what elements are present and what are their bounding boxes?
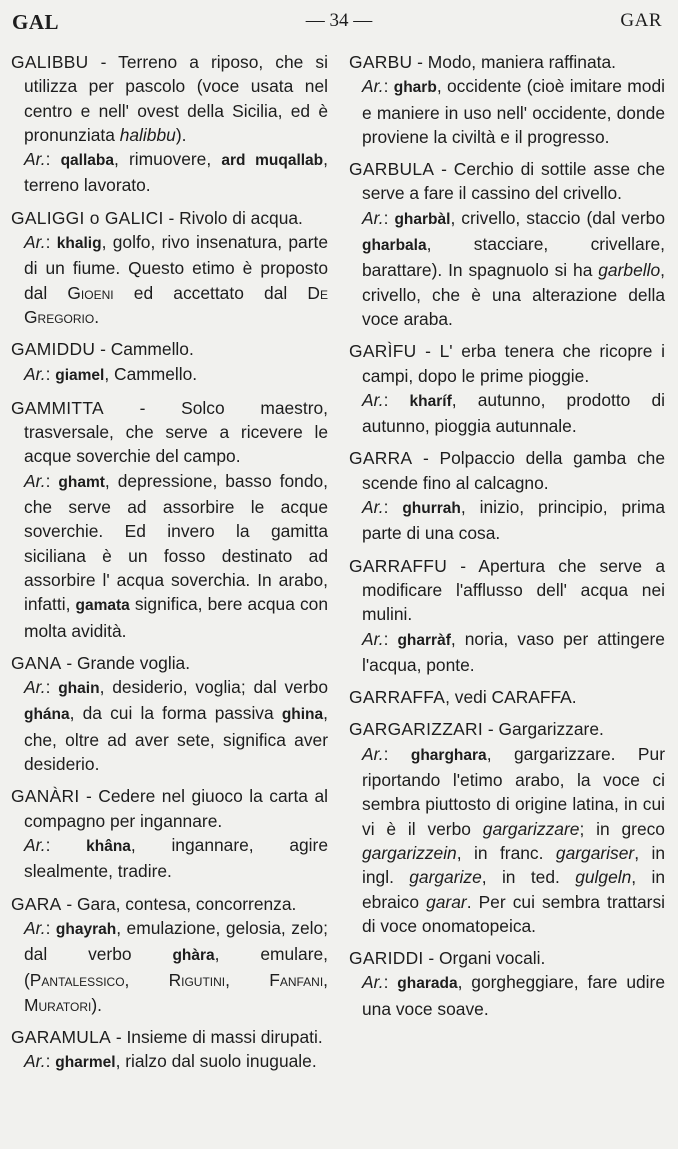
arabic-etymology: Ar.: giamel, Cammello. <box>24 363 198 384</box>
arabic-etymology: Ar.: kharíf, autunno, prodotto di autunno, pioggia autunnale. <box>362 389 665 437</box>
arabic-term: ghurrah <box>402 500 461 518</box>
entry-gariddi <box>349 946 665 1021</box>
etymology-text: , desiderio, voglia; dal verbo <box>99 677 328 698</box>
etymology-text: , crivello, che è una alterazione della voce araba. <box>362 260 665 329</box>
entry-ganari <box>11 784 328 883</box>
etymology-text: , golfo, rivo insenatura, parte di un fiume. Questo etimo è proposto dal <box>24 232 329 303</box>
left-column <box>11 50 328 1076</box>
arabic-etymology: Ar.: khâna, ingannare, agire slealmente, tradire. <box>24 834 328 882</box>
headword: GARRA <box>349 448 413 469</box>
headword: GANÀRI <box>11 786 80 807</box>
etymology-text: . Per cui sembra trattarsi di voce onomatopeica. <box>362 891 665 936</box>
italic-term: halibbu <box>119 124 176 145</box>
definition: - L' erba tenera che ricopre i campi, dopo le prime pioggie. <box>362 341 665 386</box>
arabic-etymology: Ar.: ghamt, depressione, basso fondo, che serve ad assorbire le acque soverchie. Ed invero la gamitta siciliana è un fosso destinato ad assorbire l' acqua soverchia. In arabo, infatti, gamata significa, bere acqua con molta avidità. <box>24 470 328 641</box>
arabic-term: gamata <box>75 597 130 615</box>
definition: - Cedere nel giuoco la carta al compagno per ingannare. <box>24 786 328 831</box>
entry-garra <box>349 446 665 545</box>
entry-gammitta <box>11 396 328 643</box>
definition: - Cerchio di sottile asse che serve a fare il cassino del crivello. <box>362 159 665 204</box>
ar-label: Ar. <box>362 628 384 649</box>
etymology-text: , occidente (cioè imitare modi e maniere in uso nell' occidente, donde proviene la civiltà e il progresso. <box>362 76 665 147</box>
etymology-text: , emulazione, gelosia, zelo; dal verbo <box>24 917 328 965</box>
etymology-text: . <box>94 306 100 327</box>
headword: GARGARIZZARI <box>349 719 484 740</box>
definition: - Gara, contesa, concorrenza. <box>61 893 297 914</box>
etymology-text: , in ingl. <box>362 842 666 888</box>
entry-garraffa <box>349 685 665 709</box>
ar-label: Ar. <box>362 76 384 97</box>
ar-label: Ar. <box>24 677 46 698</box>
entry-gana <box>11 651 328 776</box>
headword: GANA <box>11 652 62 673</box>
italic-term: gargarizzein <box>362 842 457 863</box>
ar-label: Ar. <box>24 232 46 253</box>
arabic-term: kharíf <box>409 392 452 410</box>
headword: GARIDDI <box>349 948 424 969</box>
arabic-term: gharbala <box>362 237 427 255</box>
headword: GAMMITTA <box>11 397 104 418</box>
etymology-text: , terreno lavorato. <box>24 149 328 196</box>
headword: GARRAFFA <box>349 687 446 708</box>
headword: GARAMULA <box>11 1026 112 1047</box>
etymology-text: , inizio, principio, prima parte di una cosa. <box>362 497 665 544</box>
etymology-text: ed accettato dal <box>113 282 308 303</box>
arabic-term: gharada <box>397 975 458 993</box>
arabic-term: ghain <box>58 680 100 698</box>
etymology-text: , in ted. <box>481 867 576 888</box>
arabic-term: ghamt <box>58 473 105 491</box>
headword: GAMIDDU <box>11 339 96 360</box>
arabic-etymology: Ar.: gharràf, noria, vaso per attingere l'acqua, ponte. <box>362 628 665 675</box>
headword: GALIBBU <box>11 52 89 72</box>
italic-term: garar <box>426 891 467 912</box>
arabic-etymology: Ar.: gharmel, rialzo dal suolo inuguale. <box>24 1051 317 1072</box>
arabic-term: ghána <box>24 706 70 724</box>
definition: - Modo, maniera raffinata. <box>412 52 616 72</box>
italic-term: gargariser <box>555 842 635 863</box>
etymology-text: , in ebraico <box>362 867 665 912</box>
italic-term: garbello <box>598 260 661 281</box>
author-name: De Gregorio <box>24 282 328 327</box>
etymology-text: , in franc. <box>456 842 556 863</box>
arabic-etymology: Ar.: gharbàl, crivello, staccio (dal verbo gharbala, stacciare, crivellare, barattare). In spagnuolo si ha garbello, crivello, che è una alterazione della voce araba. <box>362 207 665 329</box>
ar-label: Ar. <box>24 1051 46 1072</box>
arabic-term: khalig <box>56 235 102 253</box>
etymology-text: ; in greco <box>579 818 665 839</box>
definition: - Apertura che serve a modificare l'afflusso dell' acqua nei mulini. <box>362 555 665 625</box>
arabic-term: ard muqallab <box>221 152 324 170</box>
arabic-term: ghayrah <box>55 920 117 938</box>
etymology-text: , ingannare, agire slealmente, tradire. <box>24 834 328 882</box>
arabic-term: gharbàl <box>394 210 451 228</box>
ar-label: Ar. <box>362 497 384 518</box>
entry-galibbu <box>11 50 328 198</box>
entry-gamiddu <box>11 337 328 388</box>
ar-label: Ar. <box>362 207 384 228</box>
etymology-text: , stacciare, crivellare, barattare). In spagnuolo si ha <box>362 234 665 281</box>
arabic-etymology: Ar.: khalig, golfo, rivo insenatura, parte di un fiume. Questo etimo è proposto dal Gioeni ed accettato dal De Gregorio. <box>24 232 329 327</box>
etymology-text: , crivello, staccio (dal verbo <box>450 207 665 228</box>
entry-gargarizzari <box>349 717 665 938</box>
arabic-term: giamel <box>55 366 105 384</box>
definition: - Insieme di massi dirupati. <box>111 1026 323 1047</box>
headword: GARBU <box>349 52 413 72</box>
etymology-text: , gorgheggiare, fare udire una voce soave. <box>362 972 665 1019</box>
definition: - Rivolo di acqua. <box>163 207 303 228</box>
etymology-text: significa, bere acqua con molta avidità. <box>24 594 328 641</box>
definition: - Polpaccio della gamba che scende fino al calcagno. <box>362 448 665 493</box>
italic-term: gargarizzare <box>482 818 580 839</box>
etymology-text: , che, oltre ad aver sete, significa aver desiderio. <box>24 703 328 775</box>
headword: GARRAFFU <box>349 555 448 576</box>
etymology-text: , autunno, prodotto di autunno, pioggia autunnale. <box>362 389 665 437</box>
etymology-text: , rimuovere, <box>114 149 222 170</box>
headword: GARÌFU <box>349 341 417 362</box>
arabic-term: khâna <box>86 837 131 855</box>
definition: - Organi vocali. <box>423 948 546 969</box>
definition: - Terreno a riposo, che si utilizza per pascolo (voce usata nel centro e nell' ovest della Sicilia, ed è pronunziata <box>24 52 328 145</box>
arabic-etymology: Ar.: ghain, desiderio, voglia; dal verbo ghána, da cui la forma passiva ghina, che, oltre ad aver sete, significa aver desiderio. <box>24 677 328 775</box>
entry-garbula <box>349 157 665 331</box>
entry-garamula <box>11 1025 328 1076</box>
cross-reference: , vedi CARAFFA. <box>445 687 577 708</box>
arabic-term: gharmel <box>55 1054 116 1072</box>
etymology-text: , gargarizzare. Pur riportando l'etimo arabo, la voce ci sembra piuttosto di origine latina, in cui vi è il verbo <box>362 743 665 839</box>
headword: GALIGGI o GALICI <box>11 207 164 228</box>
page-header <box>0 6 678 34</box>
arabic-term: gharb <box>393 79 437 97</box>
etymology-text: , Cammello. <box>104 363 198 384</box>
arabic-etymology: Ar.: gharb, occidente (cioè imitare modi e maniere in uso nell' occidente, donde proviene la civiltà e il progresso. <box>362 76 665 147</box>
entry-galiggi <box>11 206 328 329</box>
ar-label: Ar. <box>24 363 46 384</box>
entry-garraffu <box>349 554 665 677</box>
author-names: Pantalessico, Rigutini, Fanfani, Muratori <box>24 970 328 1015</box>
arabic-etymology: Ar.: gharada, gorgheggiare, fare udire una voce soave. <box>362 972 665 1019</box>
ar-label: Ar. <box>24 149 46 170</box>
author-name: Gioeni <box>67 282 114 303</box>
arabic-term: ghina <box>281 706 324 724</box>
etymology-text: , depressione, basso fondo, che serve ad assorbire le acque soverchie. Ed invero la gamitta siciliana è un fosso destinato ad assorbire l' acqua soverchia. In arabo, infatti, <box>24 470 328 615</box>
etymology-text: , noria, vaso per attingere l'acqua, ponte. <box>362 628 665 675</box>
ar-label: Ar. <box>362 389 384 410</box>
arabic-etymology: Ar.: qallaba, rimuovere, ard muqallab, terreno lavorato. <box>24 149 328 196</box>
etymology-text: ). <box>91 994 103 1015</box>
headword: GARBULA <box>349 159 435 180</box>
ar-label: Ar. <box>24 470 46 491</box>
right-column <box>349 50 665 1021</box>
arabic-etymology: Ar.: ghayrah, emulazione, gelosia, zelo; dal verbo ghàra, emulare, (Pantalessico, Rigutini, Fanfani, Muratori). <box>24 917 329 1015</box>
entry-gara <box>11 892 328 1017</box>
arabic-term: ghàra <box>172 947 215 965</box>
definition: - Solco maestro, trasversale, che serve a ricevere le acque soverchie del campo. <box>24 397 328 467</box>
definition: - Cammello. <box>95 339 194 360</box>
arabic-etymology: Ar.: ghurrah, inizio, principio, prima parte di una cosa. <box>362 497 665 544</box>
entry-garbu <box>349 50 665 149</box>
headword: GARA <box>11 893 62 914</box>
etymology-text: , da cui la forma passiva <box>69 703 282 724</box>
definition-end: ). <box>175 124 187 145</box>
ar-label: Ar. <box>362 743 384 764</box>
arabic-term: gharghara <box>410 746 487 764</box>
arabic-term: qallaba <box>60 152 115 170</box>
etymology-text: , rialzo dal suolo inuguale. <box>115 1051 317 1072</box>
definition: - Gargarizzare. <box>483 719 604 740</box>
header-right-guideword: GAR <box>620 10 662 31</box>
entry-garifu <box>349 339 665 438</box>
definition: - Grande voglia. <box>61 652 191 673</box>
italic-term: gulgeln <box>575 867 632 888</box>
arabic-etymology: Ar.: gharghara, gargarizzare. Pur riportando l'etimo arabo, la voce ci sembra piuttosto di origine latina, in cui vi è il verbo gargarizzare; in greco gargarizzein, in franc. gargariser, in ingl. gargarize, in ted. gulgeln, in ebraico garar. Per cui sembra trattarsi di voce onomatopeica. <box>362 743 666 936</box>
header-left-guideword: GAL <box>12 10 60 34</box>
ar-label: Ar. <box>24 834 46 855</box>
ar-label: Ar. <box>362 972 384 993</box>
etymology-text: , emulare, ( <box>24 944 329 991</box>
arabic-term: gharràf <box>397 631 451 649</box>
page-number: — 34 — <box>305 10 373 31</box>
ar-label: Ar. <box>24 917 46 938</box>
italic-term: gargarize <box>409 867 482 888</box>
